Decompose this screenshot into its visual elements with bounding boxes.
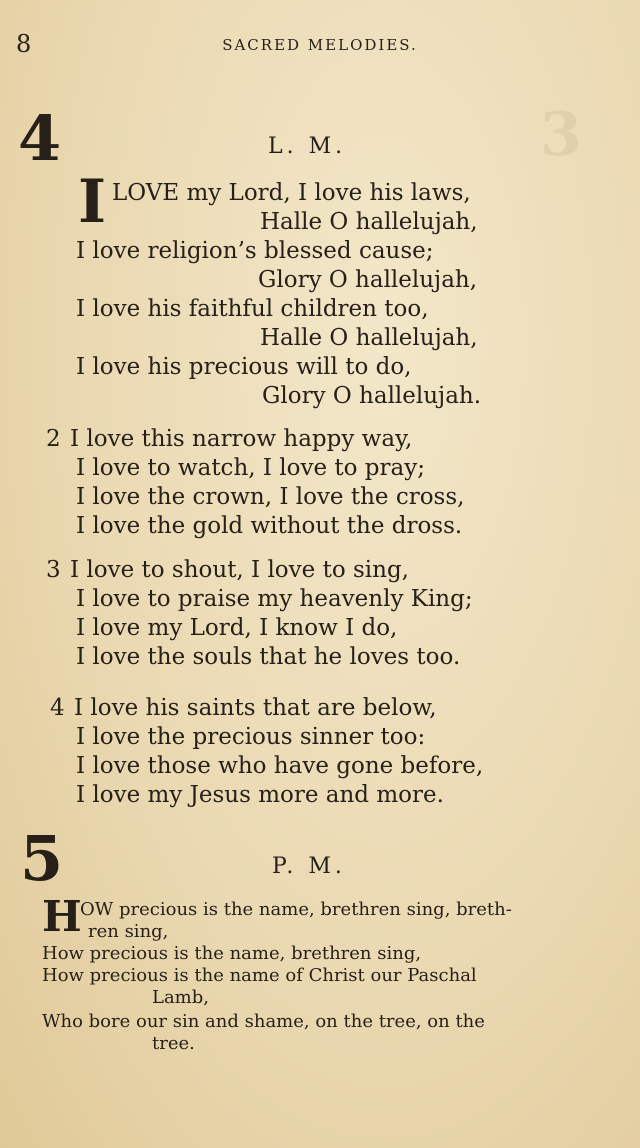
hymn-5-drop-cap: H bbox=[42, 892, 82, 941]
hymn-5-line-4: How precious is the name of Christ our Paschal bbox=[42, 965, 477, 986]
hymn-5-number: 5 bbox=[20, 822, 64, 895]
hymn-4-line-3: I love religion’s blessed cause; bbox=[76, 238, 434, 264]
hymn-5-meter: P. M. bbox=[272, 854, 346, 879]
hymn-4-drop-cap: I bbox=[78, 167, 107, 237]
stanza-3-line-4: I love the souls that he loves too. bbox=[76, 644, 461, 670]
stanza-2-line-2: I love to watch, I love to pray; bbox=[76, 455, 425, 481]
stanza-3-line-1: 3 I love to shout, I love to sing, bbox=[46, 557, 409, 583]
stanza-4-line-4: I love my Jesus more and more. bbox=[76, 782, 444, 808]
hymn-5-line-7: tree. bbox=[152, 1033, 195, 1054]
hymn-4-meter: L. M. bbox=[268, 134, 347, 159]
hymn-4-line-4: Glory O hallelujah, bbox=[258, 267, 478, 293]
page-number: 8 bbox=[16, 30, 32, 58]
stanza-4-line-2: I love the precious sinner too: bbox=[76, 724, 426, 750]
stanza-4-line-1: 4 I love his saints that are below, bbox=[50, 695, 437, 721]
hymn-5-line-6: Who bore our sin and shame, on the tree, on the bbox=[42, 1011, 485, 1032]
hymn-4-line-7: I love his precious will to do, bbox=[76, 354, 412, 380]
hymn-4-line-8: Glory O hallelujah. bbox=[262, 383, 482, 409]
hymn-4-line-6: Halle O hallelujah, bbox=[260, 325, 478, 351]
hymn-5-line-2: ren sing, bbox=[88, 921, 169, 942]
first-word: LOVE bbox=[112, 180, 180, 206]
bleed-through: 3 bbox=[540, 100, 582, 170]
stanza-2-line-4: I love the gold without the dross. bbox=[76, 513, 463, 539]
hymn-4-number: 4 bbox=[18, 102, 62, 175]
hymn-5-line-1: OW precious is the name, brethren sing, breth- bbox=[80, 899, 512, 920]
stanza-2-line-1: 2 I love this narrow happy way, bbox=[46, 426, 413, 452]
hymn-5-line-3: How precious is the name, brethren sing, bbox=[42, 943, 422, 964]
hymn-4-line-2: Halle O hallelujah, bbox=[260, 209, 478, 235]
stanza-2-line-3: I love the crown, I love the cross, bbox=[76, 484, 465, 510]
running-header: SACRED MELODIES. bbox=[222, 36, 418, 54]
hymn-5-line-5: Lamb, bbox=[152, 987, 209, 1008]
hymn-4-line-1: LOVE my Lord, I love his laws, bbox=[112, 180, 471, 206]
stanza-3-line-3: I love my Lord, I know I do, bbox=[76, 615, 398, 641]
stanza-4-line-3: I love those who have gone before, bbox=[76, 753, 484, 779]
stanza-3-line-2: I love to praise my heavenly King; bbox=[76, 586, 473, 612]
hymn-4-line-5: I love his faithful children too, bbox=[76, 296, 429, 322]
